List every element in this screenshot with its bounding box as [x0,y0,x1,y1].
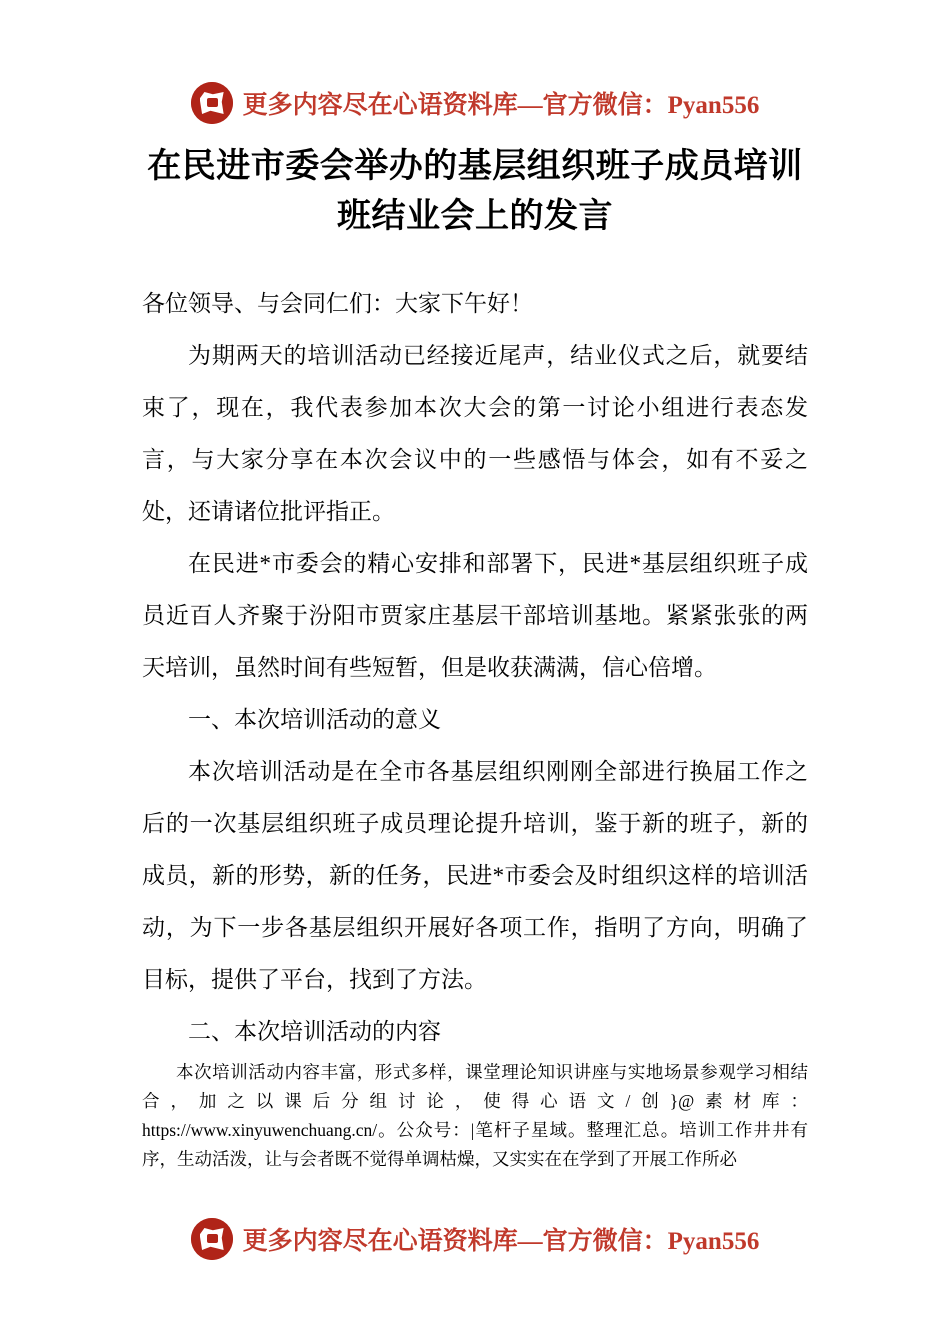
library-logo-icon [191,1218,233,1260]
watermark-bottom-text: 更多内容尽在心语资料库—官方微信：Pyan556 [242,1228,760,1255]
section-heading-two: 二、本次培训活动的内容 [188,1019,441,1044]
paragraph-1: 为期两天的培训活动已经接近尾声，结业仪式之后，就要结束了，现在，我代表参加本次大会的第一讨论小组进行表态发言，与大家分享在本次会议中的一些感悟与体会，如有不妥之处，还请诸位批评指正。 [142,343,808,524]
section-heading-one: 一、本次培训活动的意义 [188,707,441,732]
section-two-body: 本次培训活动内容丰富，形式多样，课堂理论知识讲座与实地场景参观学习相结合，加之以课后分组讨论，使得心语文/创}@素材库：https://www.xinyuwenchuang.cn/。公众号：|笔杆子星域。整理汇总。培训工作井井有序，生动活泼，让与会者既不觉得单调枯燥，又实实在在学到了开展工作所必 [142,1062,808,1169]
watermark-bottom [0,1218,950,1260]
section-one-body: 本次培训活动是在全市各基层组织刚刚全部进行换届工作之后的一次基层组织班子成员理论提升培训，鉴于新的班子，新的成员，新的形势，新的任务，民进*市委会及时组织这样的培训活动，为下一步各基层组织开展好各项工作，指明了方向，明确了目标，提供了平台，找到了方法。 [142,759,808,992]
page-title: 在民进市委会举办的基层组织班子成员培训班结业会上的发言 [147,148,803,235]
salutation: 各位领导、与会同仁们：大家下午好！ [142,291,533,316]
paragraph-2: 在民进*市委会的精心安排和部署下，民进*基层组织班子成员近百人齐聚于汾阳市贾家庄基层干部培训基地。紧紧张张的两天培训，虽然时间有些短暂，但是收获满满，信心倍增。 [142,551,808,680]
watermark-top-text: 更多内容尽在心语资料库—官方微信：Pyan556 [242,92,760,119]
